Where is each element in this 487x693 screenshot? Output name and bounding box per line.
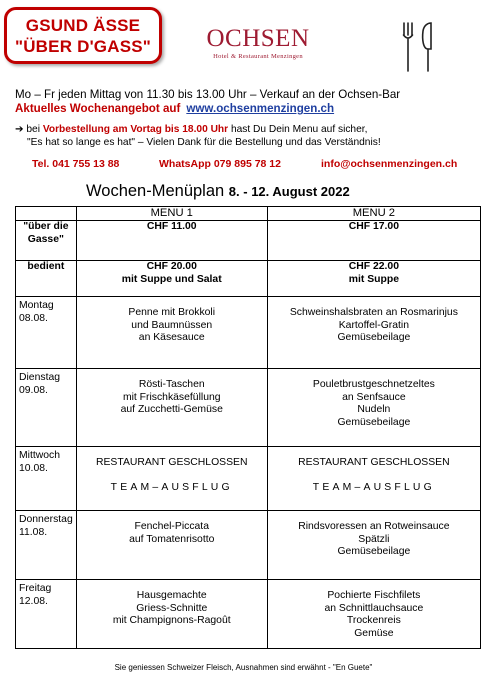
price-takeaway-menu-1: CHF 11.00	[76, 221, 267, 261]
price-row-takeaway	[16, 221, 481, 261]
thursday-menu-2: Rindsvoressen an Rotweinsauce Spätzli Gemüsebeilage	[267, 511, 480, 580]
wednesday-menu-2-team-trip: TEAM–AUSFLUG	[312, 481, 435, 493]
contact-email[interactable]: info@ochsenmenzingen.ch	[321, 158, 458, 170]
website-link[interactable]: www.ochsenmenzingen.ch	[186, 102, 335, 115]
opening-info	[15, 88, 400, 116]
fork-knife-icon	[398, 21, 438, 73]
wednesday-menu-1-closed: RESTAURANT GESCHLOSSEN	[96, 457, 248, 468]
price-served-menu-2: CHF 22.00 mit Suppe	[267, 261, 480, 297]
day-thursday: Donnerstag 11.08.	[16, 511, 77, 580]
tuesday-menu-1: Rösti-Taschen mit Frischkäsefüllung auf Zucchetti-Gemüse	[76, 369, 267, 447]
contact-whatsapp[interactable]: WhatsApp 079 895 78 12	[159, 158, 281, 170]
price-label-served: bedient	[16, 261, 77, 297]
opening-hours-text: Mo – Fr jeden Mittag von 11.30 bis 13.00 Uhr – Verkauf an der Ochsen-Bar	[15, 88, 401, 101]
wednesday-menu-1-team-trip: TEAM–AUSFLUG	[110, 481, 233, 493]
plan-title-text: Wochen-Menüplan	[86, 182, 225, 200]
stamp-line-2: "ÜBER D'GASS"	[14, 37, 152, 56]
logo-name: OCHSEN	[206, 25, 310, 52]
notice-post: hast Du Dein Menu auf sicher,	[228, 124, 368, 135]
table-row	[16, 447, 481, 511]
price-row-served	[16, 261, 481, 297]
contact-phone[interactable]: Tel. 041 755 13 88	[32, 158, 120, 170]
wednesday-menu-2-closed: RESTAURANT GESCHLOSSEN	[298, 457, 450, 468]
price-label-takeaway: "über die Gasse"	[16, 221, 77, 261]
logo-subtitle: Hotel & Restaurant Menzingen	[213, 53, 303, 60]
weekly-offer-label: Aktuelles Wochenangebot auf	[15, 102, 181, 115]
price-takeaway-menu-2: CHF 17.00	[267, 221, 480, 261]
notice-highlight: Vorbestellung am Vortag bis 18.00 Uhr	[42, 124, 229, 135]
header-menu-1: MENU 1	[76, 207, 267, 221]
arrow-icon: ➔	[15, 124, 24, 135]
wednesday-menu-1	[76, 447, 267, 511]
day-tuesday: Dienstag 09.08.	[16, 369, 77, 447]
monday-menu-1: Penne mit Brokkoli und Baumnüssen an Käsesauce	[76, 297, 267, 369]
table-row	[16, 297, 481, 369]
header-menu-2: MENU 2	[267, 207, 480, 221]
table-header-row	[16, 207, 481, 221]
gsund-aesse-stamp	[4, 7, 162, 64]
monday-menu-2: Schweinshalsbraten an Rosmarinjus Kartoffel-Gratin Gemüsebeilage	[267, 297, 480, 369]
ochsen-logo	[196, 26, 320, 60]
table-row	[16, 580, 481, 649]
notice-line-2: "Es hat so lange es hat" – Vielen Dank für die Bestellung und das Verständnis!	[27, 137, 381, 148]
thursday-menu-1: Fenchel-Piccata auf Tomatenrisotto	[76, 511, 267, 580]
notice-pre: bei	[23, 124, 43, 135]
price-served-menu-1: CHF 20.00 mit Suppe und Salat	[76, 261, 267, 297]
preorder-notice	[15, 123, 381, 149]
wednesday-menu-2	[267, 447, 480, 511]
footer-note: Sie geniessen Schweizer Fleisch, Ausnahmen sind erwähnt - "En Guete"	[114, 663, 373, 672]
friday-menu-2: Pochierte Fischfilets an Schnittlauchsauce Trockenreis Gemüse	[267, 580, 480, 649]
stamp-line-1: GSUND ÄSSE	[25, 16, 141, 35]
day-wednesday: Mittwoch 10.08.	[16, 447, 77, 511]
tuesday-menu-2: Pouletbrustgeschnetzeltes an Senfsauce Nudeln Gemüsebeilage	[267, 369, 480, 447]
friday-menu-1: Hausgemachte Griess-Schnitte mit Champignons-Ragoût	[76, 580, 267, 649]
day-monday: Montag 08.08.	[16, 297, 77, 369]
day-friday: Freitag 12.08.	[16, 580, 77, 649]
plan-dates: 8. - 12. August 2022	[228, 184, 350, 199]
weekly-menu-table	[15, 206, 481, 649]
table-row	[16, 369, 481, 447]
table-row	[16, 511, 481, 580]
weekly-offer-line	[15, 102, 400, 116]
header-empty	[16, 207, 77, 221]
menu-plan-title	[86, 182, 350, 201]
